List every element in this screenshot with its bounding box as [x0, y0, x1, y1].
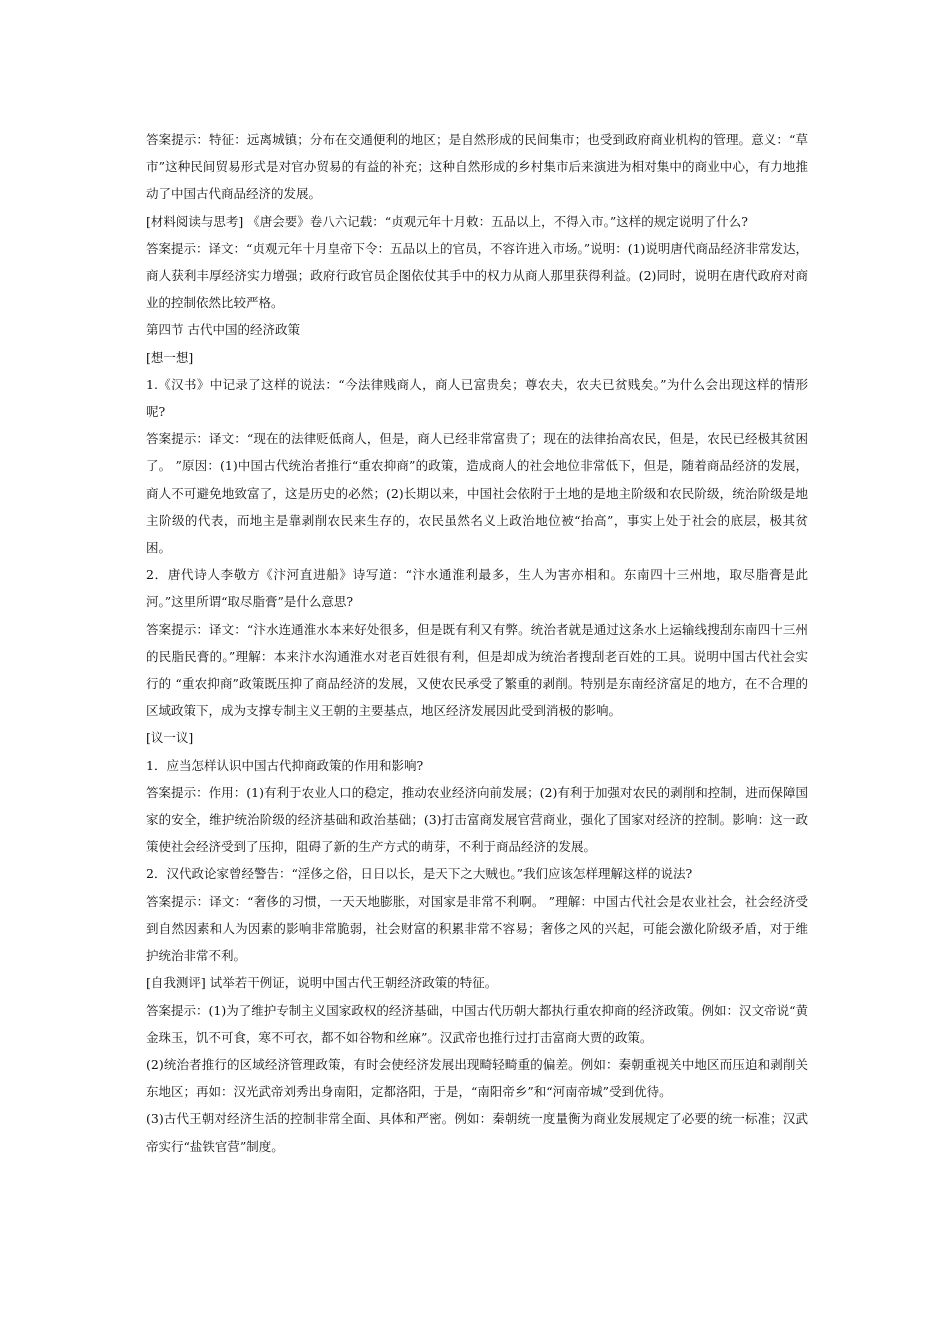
- answer-hint-luxury-warning: 答案提示：译文：“奢侈的习惯，一天天地膨胀，对国家是非常不利啊。 ”理解：中国古代社会是农业社会，社会经济受到自然因素和人为因素的影响非常脆弱，社会财富的积累非常不容易；奢侈之风的兴起，可能会激化阶级矛盾，对于维护统治非常不利。: [146, 893, 808, 964]
- question-hanshu: 1.《汉书》中记录了这样的说法：“今法律贱商人，商人已富贵矣；尊农夫，农夫已贫贱矣。”为什么会出现这样的情形呢?: [146, 376, 808, 420]
- answer-hint-caoshi: 答案提示：特征：远离城镇；分布在交通便利的地区；是自然形成的民间集市；也受到政府商业机构的管理。意义：“草市”这种民间贸易形式是对官办贸易的有益的补充；这种自然形成的乡村集市后来演进为相对集中的商业中心，有力地推动了中国古代商品经济的发展。: [146, 132, 808, 202]
- discuss-label: [议一议]: [146, 730, 194, 746]
- document-page: [146, 126, 808, 1160]
- answer-hint-anti-merchant-policy: 答案提示：作用：(1)有利于农业人口的稳定，推动农业经济向前发展；(2)有利于加强对农民的剥削和控制，进而保障国家的安全，维护统治阶级的经济基础和政治基础；(3)打击富商发展官营商业，强化了国家对经济的控制。影响：这一政策使社会经济受到了压抑，阻碍了新的生产方式的萌芽，不利于商品经济的发展。: [146, 784, 808, 855]
- think-label: [想一想]: [146, 349, 194, 365]
- question-luxury-warning: 2．汉代政论家曾经警告：“淫侈之俗，日日以长，是天下之大贼也。”我们应该怎样理解这样的说法?: [146, 866, 693, 882]
- question-anti-merchant-policy: 1．应当怎样认识中国古代抑商政策的作用和影响?: [146, 757, 424, 773]
- section-heading: 第四节 古代中国的经济政策: [146, 322, 300, 338]
- answer-hint-point-3: (3)古代王朝对经济生活的控制非常全面、具体和严密。例如：秦朝统一度量衡为商业发展规定了必要的统一标准；汉武帝实行“盐铁官营”制度。: [146, 1111, 808, 1154]
- answer-hint-tang-market: 答案提示：译文：“贞观元年十月皇帝下令：五品以上的官员，不容许进入市场。”说明：(1)说明唐代商品经济非常发达，商人获利丰厚经济实力增强；政府行政官员企图依仗其手中的权力从商人那里获得利益。(2)同时，说明在唐代政府对商业的控制依然比较严格。: [146, 240, 808, 311]
- material-reading-question: [材料阅读与思考] 《唐会要》卷八六记载：“贞观元年十月敕：五品以上，不得入市。”这样的规定说明了什么?: [146, 213, 748, 229]
- self-assessment-question: [自我测评] 试举若干例证，说明中国古代王朝经济政策的特征。: [146, 975, 498, 991]
- answer-hint-point-1: 答案提示：(1)为了维护专制主义国家政权的经济基础，中国古代历朝大都执行重农抑商的经济政策。例如：汉文帝说“黄金珠玉，饥不可食，寒不可衣，都不如谷物和丝麻”。汉武帝也推行过打击富商大贾的政策。: [146, 1002, 808, 1045]
- answer-hint-hanshu: 答案提示：译文：“现在的法律贬低商人，但是，商人已经非常富贵了；现在的法律抬高农民，但是，农民已经极其贫困了。 ”原因：(1)中国古代统治者推行“重农抑商”的政策，造成商人的社会地位非常低下，但是，随着商品经济的发展，商人不可避免地致富了，这是历史的必然；(2)长期以来，中国社会依附于土地的是地主阶级和农民阶级，统治阶级是地主阶级的代表，而地主是靠剥削农民来生存的，农民虽然名义上政治地位被“抬高”，事实上处于社会的底层，极其贫困。: [146, 431, 808, 556]
- answer-hint-point-2: (2)统治者推行的区域经济管理政策，有时会使经济发展出现畸轻畸重的偏差。例如：秦朝重视关中地区而压迫和剥削关东地区；再如：汉光武帝刘秀出身南阳，定都洛阳，于是，“南阳帝乡”和“河南帝城”受到优待。: [146, 1056, 808, 1100]
- question-bianhe: 2．唐代诗人李敬方《汴河直进船》诗写道：“汴水通淮利最多，生人为害亦相和。东南四十三州地，取尽脂膏是此河。”这里所谓“取尽脂膏”是什么意思?: [146, 567, 808, 610]
- answer-hint-bianhe: 答案提示：译文：“汴水连通淮水本来好处很多，但是既有利又有弊。统治者就是通过这条水上运输线搜刮东南四十三州的民脂民膏的。”理解：本来汴水沟通淮水对老百姓很有利，但是却成为统治者搜刮老百姓的工具。说明中国古代社会实行的 “重农抑商”政策既压抑了商品经济的发展，又使农民承受了繁重的剥削。特别是东南经济富足的地方，在不合理的区域政策下，成为支撑专制主义王朝的主要基点，地区经济发展因此受到消极的影响。: [146, 621, 808, 719]
